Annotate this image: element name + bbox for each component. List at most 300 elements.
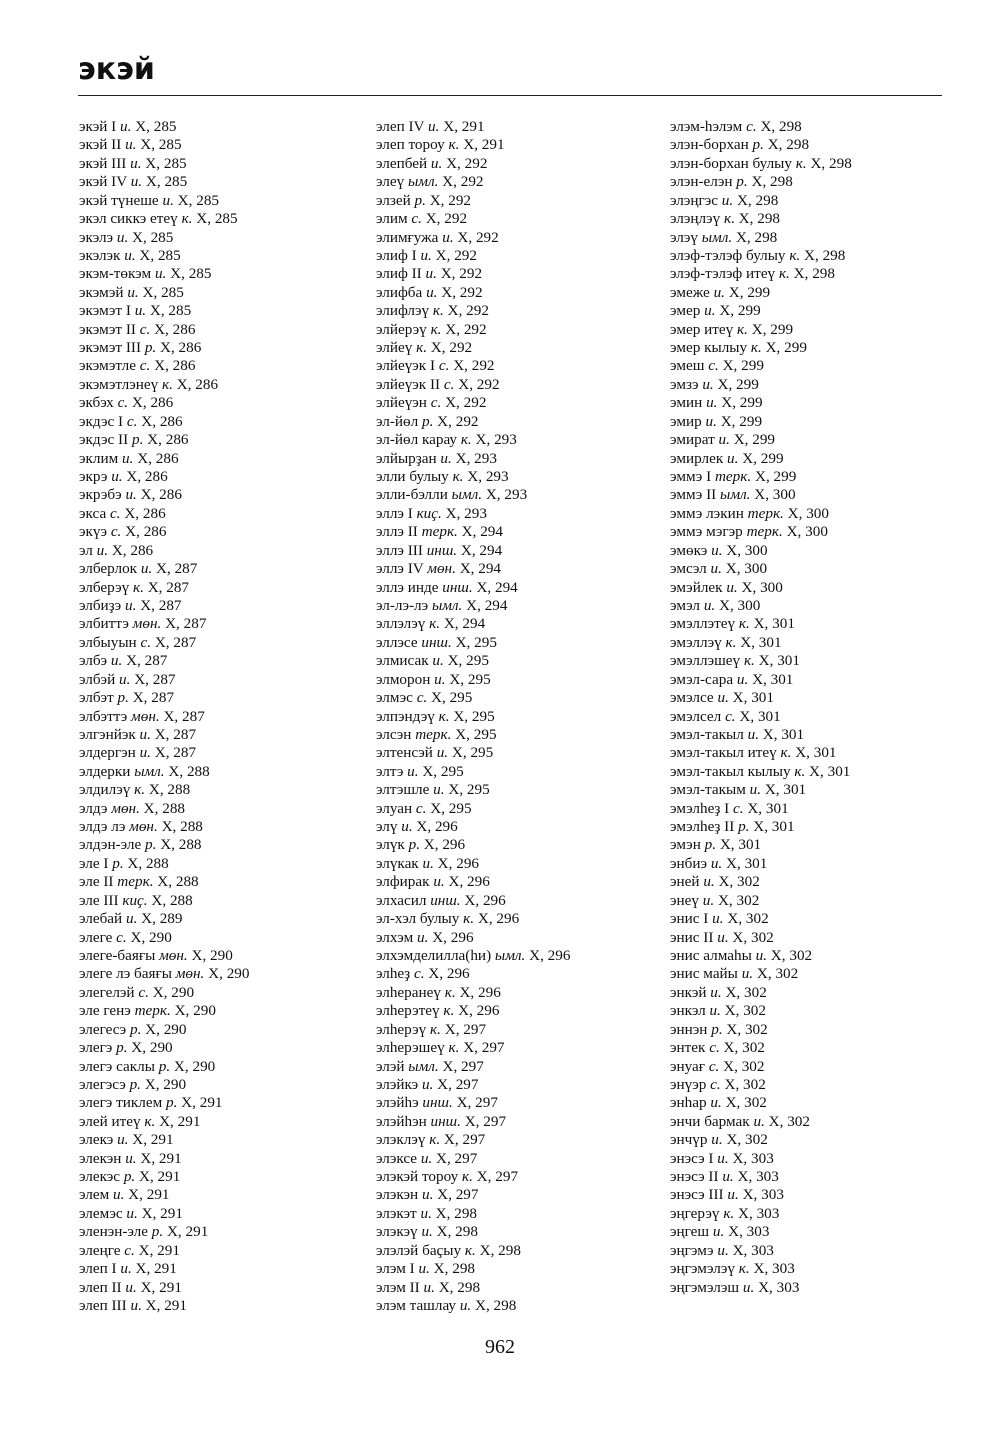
entry-ref: X, 298	[793, 265, 835, 283]
index-entry	[670, 505, 960, 523]
entry-ref: X, 297	[442, 1057, 484, 1075]
index-entry	[670, 763, 960, 781]
index-entry	[670, 523, 960, 541]
entry-word: элбыуын	[79, 633, 137, 651]
entry-ref: X, 289	[141, 910, 183, 928]
entry-ref: X, 299	[717, 375, 759, 393]
index-entry	[79, 1002, 359, 1020]
entry-pos: р.	[738, 818, 750, 836]
entry-pos: с.	[443, 375, 455, 393]
entry-pos: и.	[442, 228, 454, 246]
entry-pos: и.	[112, 1186, 125, 1204]
index-entry	[376, 800, 656, 818]
entry-pos: и.	[421, 1186, 434, 1204]
entry-pos: и.	[140, 560, 153, 578]
index-entry	[670, 542, 960, 560]
entry-ref: X, 303	[738, 1204, 780, 1222]
entry-pos: к.	[181, 210, 193, 228]
entry-pos: и.	[722, 1168, 734, 1186]
index-entry	[670, 597, 960, 615]
entry-ref: X, 301	[739, 707, 781, 725]
index-entry	[79, 689, 359, 707]
index-entry	[376, 965, 656, 983]
entry-word: элдэ лэ	[79, 818, 126, 836]
entry-ref: X, 303	[728, 1223, 770, 1241]
index-entry	[79, 173, 359, 191]
entry-word: энэсэ III	[670, 1186, 724, 1204]
index-entry	[79, 450, 359, 468]
entry-ref: X, 294	[476, 578, 518, 596]
entry-pos: и.	[717, 928, 729, 946]
index-entry	[376, 689, 656, 707]
entry-word: элуан	[376, 799, 413, 817]
index-column-3	[670, 118, 960, 1297]
entry-pos: и.	[420, 1149, 433, 1167]
entry-word: энһар	[670, 1094, 707, 1112]
index-entry	[670, 1039, 960, 1057]
entry-ref: X, 291	[138, 1241, 180, 1259]
entry-ref: X, 302	[732, 928, 774, 946]
entry-ref: X, 291	[128, 1186, 170, 1204]
index-entry	[376, 726, 656, 744]
index-entry	[670, 486, 960, 504]
entry-word: элэм II	[376, 1278, 420, 1296]
entry-ref: X, 298	[738, 210, 781, 228]
entry-ref: X, 286	[141, 412, 183, 430]
entry-pos: и.	[753, 1112, 765, 1130]
index-entry	[376, 1223, 656, 1241]
entry-pos: и.	[440, 449, 452, 467]
entry-pos: и.	[702, 891, 715, 909]
entry-word: элим	[376, 210, 408, 228]
entry-word: элморон	[376, 670, 431, 688]
index-entry	[79, 763, 359, 781]
entry-ref: X, 292	[446, 154, 488, 172]
index-entry	[670, 1094, 960, 1112]
entry-pos: к.	[738, 1260, 750, 1278]
entry-ref: X, 299	[742, 449, 784, 467]
index-entry	[79, 947, 359, 965]
entry-ref: X, 296	[423, 836, 466, 854]
entry-word: элэү	[670, 228, 698, 246]
entry-pos: ымл.	[494, 946, 526, 964]
entry-word: экүэ	[79, 523, 108, 541]
entry-pos: киҫ.	[416, 504, 442, 522]
index-entry	[376, 542, 656, 560]
entry-word: эммэ лэкин	[670, 504, 744, 522]
index-entry	[79, 1058, 359, 1076]
entry-word: энеү	[670, 891, 699, 909]
entry-word: экса	[79, 504, 107, 522]
index-entry	[670, 210, 960, 228]
entry-word: элэйһэ	[376, 1094, 419, 1112]
entry-word: элэй	[376, 1057, 405, 1075]
entry-ref: X, 301	[795, 744, 837, 762]
entry-ref: X, 301	[762, 725, 805, 743]
entry-word: эмэллэү	[670, 633, 722, 651]
entry-word: элимғужа	[376, 228, 439, 246]
entry-ref: X, 287	[132, 689, 175, 707]
entry-pos: и.	[417, 928, 429, 946]
entry-word: элэкэй тороу	[376, 1168, 459, 1186]
entry-word: элей итеү	[79, 1112, 141, 1130]
entry-ref: X, 300	[725, 560, 768, 578]
entry-ref: X, 292	[445, 394, 487, 412]
index-entry	[376, 984, 656, 1002]
entry-ref: X, 301	[752, 670, 794, 688]
entry-ref: X, 298	[751, 173, 793, 191]
entry-word: энис алмаһы	[670, 946, 752, 964]
entry-word: эмэл	[670, 596, 701, 614]
entry-pos: и.	[711, 1131, 723, 1149]
entry-ref: X, 298	[433, 1260, 476, 1278]
entry-word: элхасил	[376, 891, 427, 909]
index-entry	[79, 708, 359, 726]
index-entry	[670, 1223, 960, 1241]
index-entry	[79, 1076, 359, 1094]
entry-ref: X, 300	[726, 541, 768, 559]
entry-pos: и.	[401, 818, 413, 836]
entry-word: элбэй	[79, 670, 116, 688]
entry-ref: X, 290	[131, 1039, 173, 1057]
entry-ref: X, 286	[137, 449, 179, 467]
entry-word: экбэх	[79, 394, 114, 412]
entry-word: эммэ мэгэр	[670, 523, 743, 541]
entry-word: элхэмделилла(һи)	[376, 946, 492, 964]
entry-word: энүэр	[670, 1075, 707, 1093]
index-entry	[670, 1150, 960, 1168]
entry-ref: X, 287	[140, 596, 182, 614]
entry-pos: и.	[717, 689, 729, 707]
entry-word: эллэ III	[376, 541, 423, 559]
entry-word: энэсэ I	[670, 1149, 714, 1167]
entry-pos: с.	[413, 965, 425, 983]
index-entry	[376, 450, 656, 468]
entry-word: элэкэт	[376, 1204, 417, 1222]
index-entry	[79, 505, 359, 523]
entry-pos: с.	[415, 799, 427, 817]
index-entry	[670, 394, 960, 412]
index-entry	[376, 1168, 656, 1186]
entry-ref: X, 298	[475, 1297, 517, 1314]
entry-word: эмир	[670, 412, 702, 430]
entry-word: эңгерэү	[670, 1204, 720, 1222]
entry-word: элйеү	[376, 339, 413, 357]
entry-pos: и.	[436, 744, 449, 762]
entry-ref: X, 301	[740, 633, 782, 651]
entry-pos: и.	[434, 670, 446, 688]
entry-word: эле III	[79, 891, 119, 909]
index-entry	[670, 136, 960, 154]
index-entry	[670, 155, 960, 173]
entry-word: эмеш	[670, 357, 705, 375]
index-entry	[79, 542, 359, 560]
entry-ref: X, 300	[786, 523, 828, 541]
entry-word: эмэйлек	[670, 578, 723, 596]
entry-pos: р.	[704, 836, 717, 854]
entry-word: энэсэ II	[670, 1168, 719, 1186]
entry-word: элэкэү	[376, 1223, 418, 1241]
index-entry	[376, 1297, 656, 1315]
entry-word: элегэсэ	[79, 1075, 126, 1093]
entry-pos: к.	[438, 707, 450, 725]
entry-pos: и.	[459, 1297, 472, 1314]
entry-word: энкэл	[670, 1002, 706, 1020]
entry-word: эмер	[670, 302, 701, 320]
entry-pos: к.	[430, 320, 442, 338]
index-entry	[79, 413, 359, 431]
entry-pos: с.	[430, 394, 442, 412]
entry-pos: р.	[129, 1020, 142, 1038]
index-entry	[79, 1242, 359, 1260]
entry-word: экдэс I	[79, 412, 124, 430]
entry-word: элһерэтеү	[376, 1002, 440, 1020]
entry-ref: X, 302	[726, 1020, 768, 1038]
entry-word: эмэлсе	[670, 689, 714, 707]
entry-word: элтэшле	[376, 781, 430, 799]
entry-ref: X, 286	[147, 431, 189, 449]
entry-pos: р.	[165, 1094, 178, 1112]
entry-pos: и.	[418, 1260, 430, 1278]
entry-word: энчи бармак	[670, 1112, 750, 1130]
entry-pos: к.	[464, 1241, 476, 1259]
entry-ref: X, 287	[126, 652, 168, 670]
entry-word: энис II	[670, 928, 714, 946]
entry-pos: и.	[130, 173, 143, 191]
entry-pos: и.	[110, 652, 123, 670]
entry-ref: X, 294	[443, 615, 486, 633]
entry-ref: X, 303	[753, 1260, 795, 1278]
entry-word: элеп III	[79, 1297, 127, 1314]
entry-ref: X, 290	[191, 946, 233, 964]
entry-ref: X, 302	[768, 1112, 810, 1130]
entry-word: элэйкэ	[376, 1075, 419, 1093]
entry-ref: X, 301	[753, 615, 795, 633]
index-entry	[376, 1150, 656, 1168]
entry-ref: X, 296	[464, 891, 506, 909]
entry-word: элем	[79, 1186, 110, 1204]
index-entry	[79, 118, 359, 136]
entry-ref: X, 286	[154, 357, 196, 375]
index-entry	[376, 210, 656, 228]
index-entry	[670, 229, 960, 247]
entry-word: энис майы	[670, 965, 738, 983]
entry-ref: X, 295	[455, 633, 497, 651]
entry-pos: и.	[727, 449, 739, 467]
entry-word: элекэс	[79, 1168, 121, 1186]
entry-ref: X, 290	[130, 928, 172, 946]
entry-word: элэлэй баҫыу	[376, 1241, 462, 1259]
entry-pos: р.	[414, 191, 426, 209]
index-entry	[79, 929, 359, 947]
entry-pos: и.	[705, 412, 717, 430]
index-entry	[670, 873, 960, 891]
entry-pos: и.	[124, 246, 136, 264]
index-entry	[670, 1058, 960, 1076]
entry-pos: р.	[711, 1020, 723, 1038]
index-entry	[79, 523, 359, 541]
entry-ref: X, 297	[456, 1094, 498, 1112]
entry-ref: X, 299	[721, 394, 763, 412]
entry-ref: X, 300	[741, 578, 783, 596]
entry-pos: и.	[407, 762, 419, 780]
entry-word: эле II	[79, 873, 114, 891]
entry-ref: X, 303	[737, 1168, 779, 1186]
entry-ref: X, 290	[145, 1020, 187, 1038]
entry-pos: с.	[124, 1241, 135, 1259]
entry-ref: X, 301	[719, 836, 762, 854]
entry-word: экэмэтлэнеү	[79, 375, 159, 393]
entry-pos: с.	[725, 707, 736, 725]
entry-pos: и.	[423, 1278, 435, 1296]
entry-pos: и.	[120, 118, 132, 135]
entry-ref: X, 302	[723, 1057, 765, 1075]
entry-pos: к.	[750, 339, 762, 357]
entry-ref: X, 285	[196, 210, 238, 228]
entry-pos: мөн.	[129, 818, 158, 836]
index-entry	[670, 1279, 960, 1297]
entry-pos: мөн.	[132, 615, 162, 633]
entry-pos: инш.	[421, 633, 452, 651]
index-entry	[376, 1039, 656, 1057]
entry-word: экэмэт I	[79, 302, 131, 320]
entry-pos: с.	[733, 799, 744, 817]
entry-ref: X, 288	[161, 818, 203, 836]
index-entry	[670, 431, 960, 449]
header-rule	[78, 95, 942, 96]
index-entry	[79, 965, 359, 983]
entry-pos: и.	[130, 154, 142, 172]
entry-pos: к.	[738, 615, 750, 633]
index-entry	[670, 413, 960, 431]
entry-pos: ымл.	[408, 1057, 439, 1075]
entry-word: элэңгэс	[670, 191, 718, 209]
entry-pos: к.	[134, 781, 146, 799]
entry-pos: и.	[111, 468, 123, 486]
entry-word: элфирак	[376, 873, 430, 891]
entry-ref: X, 287	[154, 633, 197, 651]
entry-ref: X, 292	[430, 339, 473, 357]
entry-word: эннэн	[670, 1020, 708, 1038]
entry-pos: и.	[717, 1149, 729, 1167]
entry-ref: X, 302	[725, 1094, 767, 1112]
entry-word: элдерки	[79, 762, 131, 780]
index-entry	[376, 1094, 656, 1112]
entry-ref: X, 296	[437, 854, 480, 872]
index-entry	[376, 339, 656, 357]
entry-word: элйеүэн	[376, 394, 427, 412]
entry-pos: и.	[125, 486, 137, 504]
index-entry	[670, 818, 960, 836]
entry-ref: X, 295	[447, 652, 489, 670]
entry-word: элеге	[79, 928, 113, 946]
entry-ref: X, 292	[429, 191, 472, 209]
entry-pos: р.	[129, 1075, 141, 1093]
entry-word: экэлэ	[79, 228, 114, 246]
entry-ref: X, 294	[460, 541, 503, 559]
index-entry	[79, 560, 359, 578]
entry-word: элеге-баяғы	[79, 946, 156, 964]
index-entry	[79, 284, 359, 302]
entry-pos: и.	[125, 596, 137, 614]
entry-word: элбэттэ	[79, 707, 128, 725]
entry-ref: X, 292	[435, 246, 477, 264]
index-entry	[79, 1131, 359, 1149]
entry-ref: X, 292	[440, 265, 483, 283]
entry-pos: и.	[154, 265, 167, 283]
entry-word: экэй IV	[79, 173, 127, 191]
entry-word: эмэллэшеү	[670, 652, 741, 670]
entry-ref: X, 298	[479, 1241, 521, 1259]
entry-word: эмэлһеҙ II	[670, 818, 735, 836]
index-entry	[670, 652, 960, 670]
entry-ref: X, 288	[127, 854, 169, 872]
index-entry	[376, 708, 656, 726]
entry-ref: X, 296	[428, 965, 470, 983]
entry-word: эмөкэ	[670, 541, 708, 559]
entry-pos: с.	[117, 394, 129, 412]
entry-ref: X, 285	[132, 228, 174, 246]
entry-ref: X, 301	[726, 854, 768, 872]
entry-pos: с.	[708, 357, 719, 375]
entry-word: элпэндэү	[376, 707, 435, 725]
index-entry	[376, 1002, 656, 1020]
entry-ref: X, 302	[756, 965, 799, 983]
entry-ref: X, 302	[718, 873, 760, 891]
entry-ref: X, 301	[747, 799, 789, 817]
entry-pos: и.	[425, 265, 437, 283]
entry-ref: X, 292	[442, 173, 484, 191]
entry-ref: X, 286	[111, 541, 154, 559]
entry-ref: X, 292	[453, 357, 495, 375]
entry-ref: X, 301	[764, 781, 807, 799]
entry-pos: и.	[420, 1204, 432, 1222]
entry-pos: и.	[710, 1094, 722, 1112]
entry-pos: и.	[116, 228, 129, 246]
entry-pos: к.	[132, 578, 144, 596]
entry-pos: к.	[443, 1002, 455, 1020]
index-entry	[79, 1223, 359, 1241]
entry-ref: X, 298	[436, 1223, 478, 1241]
index-entry	[670, 302, 960, 320]
entry-ref: X, 301	[809, 762, 851, 780]
entry-word: элэкэн	[376, 1186, 419, 1204]
entry-pos: к.	[430, 1020, 441, 1038]
entry-pos: и.	[125, 136, 137, 154]
entry-word: элиф I	[376, 246, 417, 264]
entry-pos: ымл.	[720, 486, 751, 504]
entry-word: эллэсе	[376, 633, 418, 651]
entry-ref: X, 298	[438, 1278, 481, 1296]
entry-pos: с.	[110, 523, 122, 541]
index-column-1	[79, 118, 359, 1315]
entry-ref: X, 302	[724, 1075, 766, 1093]
entry-ref: X, 296	[458, 1002, 500, 1020]
entry-word: экрэбэ	[79, 486, 122, 504]
entry-word: элхэм	[376, 928, 414, 946]
index-entry	[376, 357, 656, 375]
entry-ref: X, 302	[723, 1039, 765, 1057]
entry-ref: X, 287	[165, 615, 207, 633]
index-entry	[79, 836, 359, 854]
entry-pos: с.	[116, 928, 127, 946]
entry-ref: X, 297	[436, 1149, 478, 1167]
index-entry	[79, 357, 359, 375]
entry-word: элэн-борхан булыу	[670, 154, 792, 172]
index-entry	[79, 910, 359, 928]
entry-pos: и.	[742, 1278, 755, 1296]
index-entry	[79, 818, 359, 836]
